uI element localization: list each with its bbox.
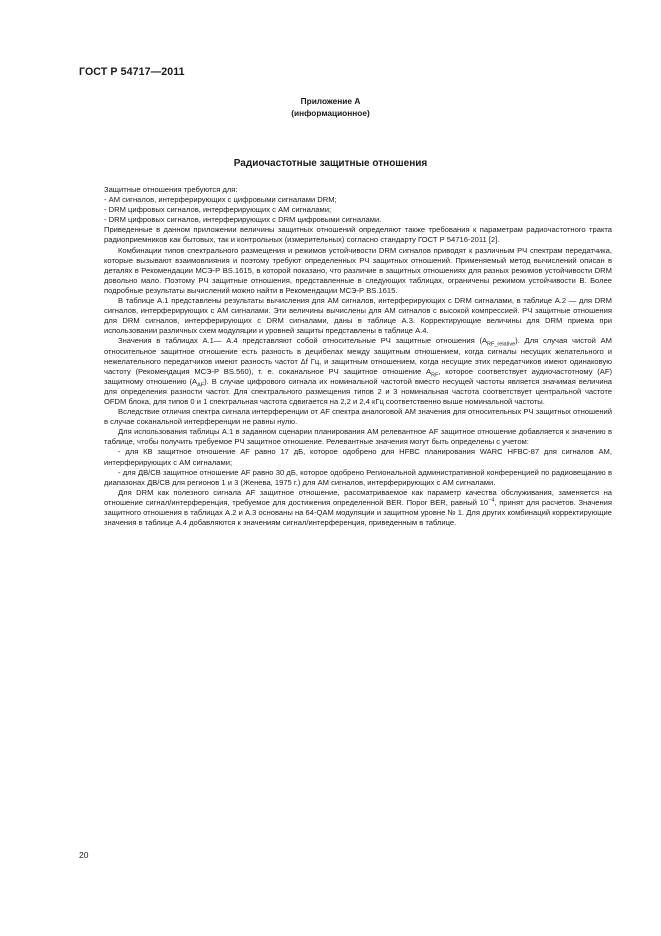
text-span: ). Для случая чистой АМ относительное защитное отношение есть разность в децибелах между защитным отношением, когда сигналы несущих желательного и нежелательного передатчиков имеют разность частот Δf Гц, и защитным отношением, когда несущие этих передатчиков имеют одинаковую частоту (Рекомендация МСЭ-Р BS.560), т. е. соканальное РЧ защитное отношение A [104,336,613,376]
appendix-type: (информационное) [291,108,370,118]
page-number: 20 [79,850,89,860]
paragraph: Вследствие отличия спектра сигнала интерференции от AF спектра аналоговой АМ значения для относительных РЧ защитных отношений в случае соканальной интерференции не равны нулю. [104,407,612,427]
list-item: - для КВ защитное отношение AF равно 17 дБ, которое одобрено для HFBC планирования WARC HFBC-87 для сигналов АМ, интерферирующих с АМ сигналами; [104,447,612,467]
paragraph [104,336,612,407]
list-item: - DRM цифровых сигналов, интерферирующих с АМ сигналами; [104,205,332,215]
document-header: ГОСТ Р 54717—2011 [79,66,185,78]
list-item: - для ДВ/СВ защитное отношение AF равно 30 дБ, которое одобрено Региональной административной конференцией по радиовещанию в диапазонах ДВ/СВ для регионов 1 и 3 (Женева, 1975 г.) для АМ сигналов, интерферирующих с АМ сигналами. [104,467,612,487]
text-span: , принят для расчетов. Значения защитного отношения в таблицах А.2 и А.3 основаны на 64-QAM модуляции и защитном уровне № 1. Для других комбинаций корректирующие значения в таблице А.4 добавляются к значениям сигнал/интерференция, приведенным в таблице. [104,497,613,528]
list-item: - АМ сигналов, интерферирующих с цифровыми сигналами DRM; [104,195,337,205]
subscript: AF [197,382,205,389]
paragraph: В таблице А.1 представлены результаты вычисления для АМ сигналов, интерферирующих с DRM сигналами, в таблице А.2 — для DRM сигналов, интерферирующих с АМ сигналами. Эти величины вычислены для АМ сигналов с высокой компрессией. РЧ защитные отношения для DRM сигналов, интерферирующих с DRM сигналами, даны в таблице А.3. Корректирующие величины для DRM приема при использовании различных схем модуляции и уровней защиты представлены в таблице А.4. [104,296,612,336]
body-text [104,185,612,528]
subscript: RF [431,372,439,379]
paragraph: Для использования таблицы А.1 в заданном сценарии планирования АМ релевантное AF защитное отношение добавляется к значению в таблице, чтобы получить требуемое РЧ защитное отношение. Релевантные значения могут быть определены с учетом: [104,427,612,447]
superscript: −4 [488,497,495,504]
section-title: Радиочастотные защитные отношения [233,158,428,169]
list-item: - DRM цифровых сигналов, интерферирующих с DRM цифровыми сигналами. [104,215,382,225]
paragraph [104,488,612,528]
text-span: Значения в таблицах А.1— А.4 представляют собой относительные РЧ защитные отношения (A [118,336,488,346]
subscript: RF_relative [487,341,516,348]
text-span: ). В случае цифрового сигнала их номинальной частотой вместо несущей частоты является значимая величина для определения разности частот. Для спектрального размещения типов 2 и 3 номинальная частота соответствует центральной частоте OFDM блока, для типов 0 и 1 спектральная частота сдвигается на 2,2 и 2,4 кГц соответственно выше номинальной частоты. [104,376,612,406]
text-span: , которое соответствует аудиочастотному (AF) защитному отношению (A [104,366,612,386]
paragraph: Комбинации типов спектрального размещения и режимов устойчивости DRM сигналов приводят к различным РЧ спектрам передатчика, которые вызывают взаимовлияния и поэтому требуют определенных РЧ защитных отношений. Применяемый метод вычислений описан в деталях в Рекомендации МСЭ-Р BS.1615, в которой показано, что различие в защитных отношениях для разных режимов устойчивости DRM довольно мало. Поэтому РЧ защитные отношения, представленные в следующих таблицах, ограничены режимом устойчивости В. Более подробные результаты вычислений можно найти в Рекомендации МСЭ-Р BS.1615. [104,245,612,295]
paragraph: Защитные отношения требуются для: [104,185,238,194]
text-span: Для DRM как полезного сигнала AF защитное отношение, рассматриваемое как параметр качества обслуживания, заменяется на отношение сигнал/интерференция, требуемое для достижения определенной BER. Порог BER, равный 10 [104,487,612,507]
paragraph: Приведенные в данном приложении величины защитных отношений определяют также требования к параметрам радиочастотного тракта радиоприемников как бытовых, так и контрольных (измерительных) согласно стандарту ГОСТ Р 54716-2011 [2]. [104,225,612,245]
appendix-label: Приложение А [300,96,361,106]
